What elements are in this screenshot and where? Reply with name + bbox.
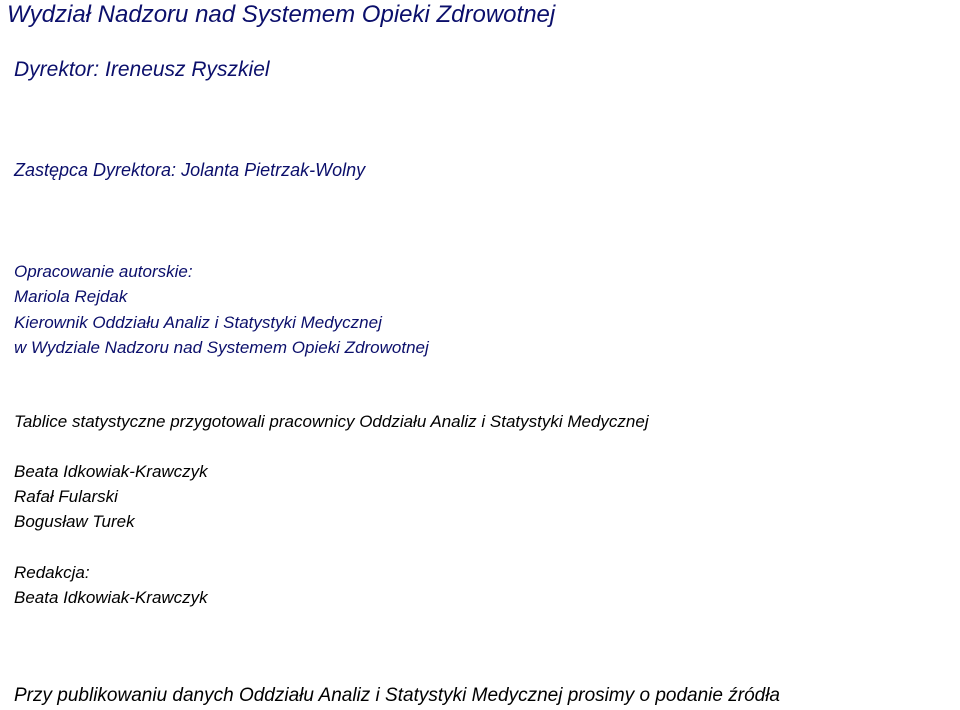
author-role: Kierownik Oddziału Analiz i Statystyki Medycznej xyxy=(14,313,382,332)
director-line: Dyrektor: Ireneusz Ryszkiel xyxy=(14,58,270,81)
tables-intro: Tablice statystyczne przygotowali pracownicy Oddziału Analiz i Statystyki Medycznej xyxy=(14,412,649,431)
editorial-name: Beata Idkowiak-Krawczyk xyxy=(14,588,208,607)
staff-member: Beata Idkowiak-Krawczyk xyxy=(14,462,208,481)
editorial-heading: Redakcja: xyxy=(14,563,90,582)
staff-member: Rafał Fularski xyxy=(14,487,118,506)
deputy-director-line: Zastępca Dyrektora: Jolanta Pietrzak-Wolny xyxy=(14,160,366,180)
page-title: Wydział Nadzoru nad Systemem Opieki Zdrowotnej xyxy=(7,1,556,28)
author-unit: w Wydziale Nadzoru nad Systemem Opieki Zdrowotnej xyxy=(14,338,429,357)
staff-member: Bogusław Turek xyxy=(14,512,135,531)
footer-note: Przy publikowaniu danych Oddziału Analiz i Statystyki Medycznej prosimy o podanie źródła xyxy=(14,685,781,706)
authors-heading: Opracowanie autorskie: xyxy=(14,262,193,281)
author-name: Mariola Rejdak xyxy=(14,287,128,306)
